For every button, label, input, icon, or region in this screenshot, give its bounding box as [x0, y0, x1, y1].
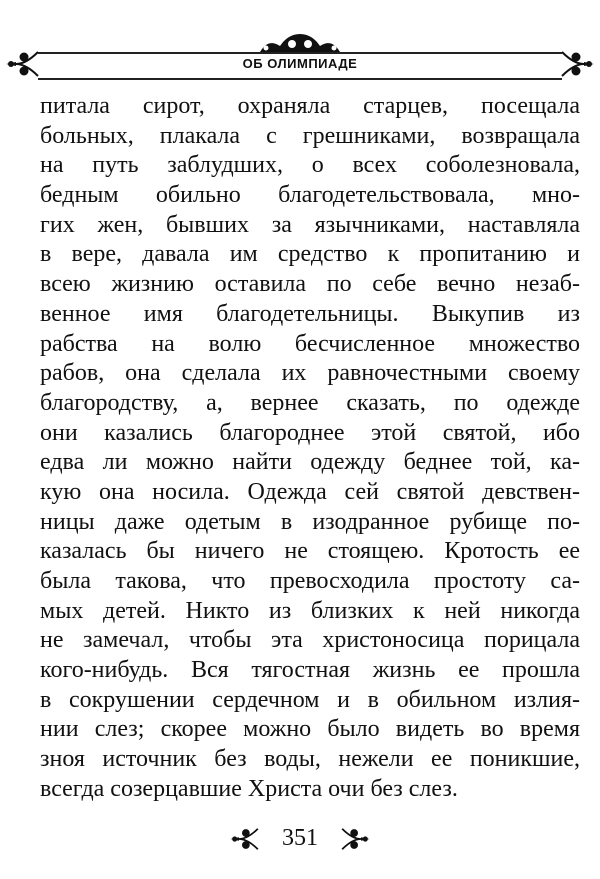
text-line: зноя источник без воды, нежели ее поникшие,: [40, 746, 580, 773]
text-line: благородству, а, вернее сказать, по одежде: [40, 389, 580, 416]
text-line: была такова, что превосходила простоту са-: [40, 568, 580, 594]
text-line: на путь заблудших, о всех соболезновала,: [40, 152, 580, 179]
text-line: рабства на волю бесчисленное множество: [40, 330, 580, 357]
text-line: питала сирот, охраняла старцев, посещала: [40, 93, 580, 119]
text-line: гих жен, бывших за язычниками, наставляла: [40, 211, 580, 238]
running-title: ОБ ОЛИМПИАДЕ: [242, 56, 358, 71]
text-line: кую она носила. Одежда сей святой девствен-: [40, 478, 580, 505]
page-footer: [0, 825, 600, 861]
fleuron-right-icon: [340, 827, 370, 851]
header-rule-bottom: [38, 78, 562, 80]
page-number: 351: [282, 825, 318, 851]
text-line: мых детей. Никто из близких к ней никогда: [40, 597, 580, 624]
text-line: нии слез; скорее можно было видеть во время: [40, 716, 580, 743]
fleuron-left-icon: [230, 827, 260, 851]
header-rule-top: [38, 52, 562, 54]
text-line: всею жизнию оставила по себе вечно незаб-: [40, 271, 580, 298]
text-line: всегда созерцавшие Христа очи без слез.: [40, 775, 458, 802]
text-line: ницы даже одетым в изодранное рубище по-: [40, 508, 580, 535]
text-line: казалась бы ничего не стоящею. Кротость ее: [40, 538, 580, 565]
text-line: в сокрушении сердечном и в обильном излия-: [40, 686, 580, 713]
text-line: больных, плакала с грешниками, возвращала: [40, 122, 580, 149]
ornament-crown-icon: [258, 32, 342, 54]
text-line: они казались благороднее этой святой, ибо: [40, 419, 580, 446]
text-line: едва ли можно найти одежду беднее той, ка-: [40, 449, 580, 476]
page-header: [0, 20, 600, 90]
text-line: бедным обильно благодетельствовала, мно-: [40, 182, 580, 209]
body-text: [40, 92, 580, 805]
text-line: венное имя благодетельницы. Выкупив из: [40, 300, 580, 327]
text-line: рабов, она сделала их равночестными своему: [40, 360, 580, 387]
text-line: в вере, давала им средство к пропитанию и: [40, 241, 580, 268]
text-line: кого-нибудь. Вся тягостная жизнь ее прошла: [40, 657, 580, 684]
text-line: не замечал, чтобы эта христоносица порицала: [40, 627, 580, 654]
